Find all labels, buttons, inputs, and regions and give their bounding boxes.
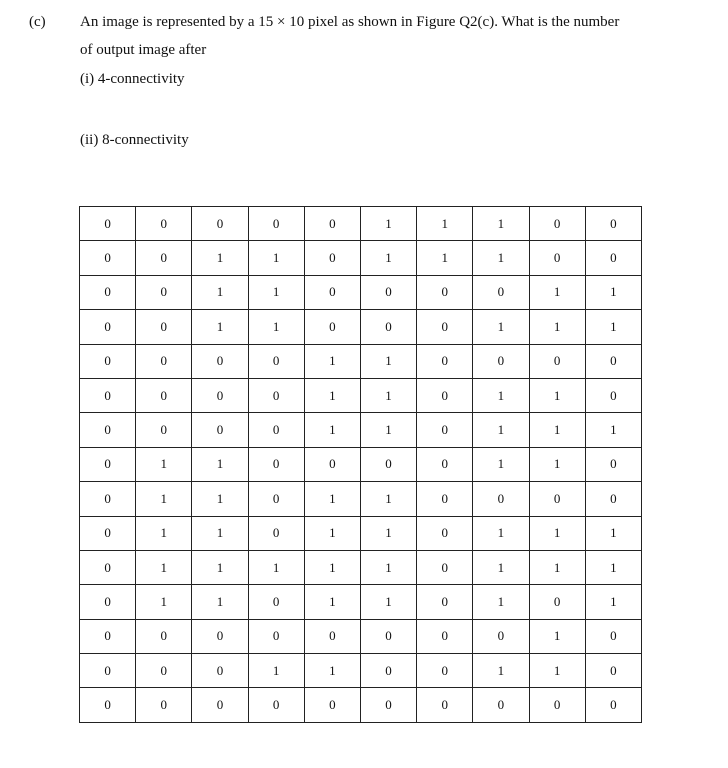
grid-row [80, 654, 642, 688]
grid-cell: 0 [473, 275, 529, 309]
grid-cell: 0 [529, 688, 585, 722]
grid-cell: 1 [248, 241, 304, 275]
grid-cell: 0 [585, 241, 641, 275]
grid-cell: 1 [136, 447, 192, 481]
grid-cell: 0 [417, 654, 473, 688]
grid-cell: 1 [529, 516, 585, 550]
grid-cell: 0 [417, 585, 473, 619]
grid-cell: 1 [304, 344, 360, 378]
grid-cell: 0 [304, 619, 360, 653]
grid-cell: 0 [473, 482, 529, 516]
grid-cell: 0 [80, 241, 136, 275]
grid-cell: 0 [417, 413, 473, 447]
grid-row [80, 275, 642, 309]
grid-cell: 1 [304, 482, 360, 516]
grid-cell: 0 [136, 344, 192, 378]
grid-cell: 1 [136, 516, 192, 550]
grid-cell: 0 [248, 619, 304, 653]
grid-cell: 0 [80, 275, 136, 309]
grid-cell: 1 [360, 207, 416, 241]
grid-cell: 1 [192, 516, 248, 550]
grid-row [80, 310, 642, 344]
grid-row [80, 550, 642, 584]
grid-cell: 0 [417, 378, 473, 412]
grid-cell: 0 [136, 241, 192, 275]
grid-cell: 1 [473, 654, 529, 688]
grid-cell: 0 [585, 378, 641, 412]
grid-cell: 0 [192, 413, 248, 447]
sub-question-4-connectivity: (i) 4-connectivity [80, 71, 185, 87]
grid-cell: 1 [529, 447, 585, 481]
grid-cell: 0 [80, 516, 136, 550]
grid-row [80, 585, 642, 619]
pixel-grid-table [79, 206, 642, 723]
grid-cell: 0 [360, 654, 416, 688]
grid-cell: 1 [192, 550, 248, 584]
grid-cell: 0 [248, 482, 304, 516]
grid-cell: 0 [80, 585, 136, 619]
grid-cell: 1 [248, 654, 304, 688]
grid-cell: 1 [136, 550, 192, 584]
grid-cell: 0 [585, 688, 641, 722]
grid-cell: 1 [192, 310, 248, 344]
grid-cell: 0 [80, 447, 136, 481]
grid-cell: 1 [585, 516, 641, 550]
grid-cell: 0 [360, 688, 416, 722]
grid-cell: 1 [360, 516, 416, 550]
grid-cell: 1 [360, 241, 416, 275]
grid-cell: 1 [585, 310, 641, 344]
grid-cell: 1 [304, 654, 360, 688]
grid-cell: 1 [473, 516, 529, 550]
grid-cell: 1 [473, 207, 529, 241]
grid-cell: 0 [417, 619, 473, 653]
grid-cell: 1 [585, 413, 641, 447]
grid-row [80, 207, 642, 241]
grid-cell: 0 [248, 378, 304, 412]
grid-cell: 1 [304, 585, 360, 619]
grid-cell: 0 [417, 688, 473, 722]
grid-row [80, 344, 642, 378]
grid-row [80, 413, 642, 447]
grid-cell: 1 [417, 207, 473, 241]
grid-cell: 0 [304, 447, 360, 481]
grid-cell: 0 [136, 378, 192, 412]
grid-cell: 0 [248, 688, 304, 722]
grid-cell: 0 [136, 275, 192, 309]
grid-cell: 0 [136, 207, 192, 241]
grid-cell: 0 [80, 310, 136, 344]
grid-cell: 0 [248, 207, 304, 241]
grid-cell: 0 [248, 413, 304, 447]
grid-cell: 0 [473, 344, 529, 378]
grid-cell: 1 [529, 654, 585, 688]
grid-cell: 1 [360, 344, 416, 378]
grid-cell: 1 [473, 413, 529, 447]
grid-cell: 1 [136, 585, 192, 619]
grid-cell: 0 [248, 516, 304, 550]
grid-cell: 1 [360, 378, 416, 412]
grid-cell: 1 [529, 619, 585, 653]
grid-row [80, 241, 642, 275]
grid-cell: 1 [360, 550, 416, 584]
grid-cell: 1 [360, 482, 416, 516]
grid-cell: 1 [248, 275, 304, 309]
sub-question-8-connectivity: (ii) 8-connectivity [80, 132, 189, 148]
grid-cell: 1 [473, 241, 529, 275]
grid-cell: 1 [585, 585, 641, 619]
grid-cell: 0 [192, 654, 248, 688]
grid-cell: 0 [304, 688, 360, 722]
grid-cell: 1 [248, 310, 304, 344]
grid-cell: 0 [192, 688, 248, 722]
grid-cell: 0 [192, 378, 248, 412]
grid-cell: 0 [585, 619, 641, 653]
grid-cell: 0 [80, 688, 136, 722]
grid-cell: 0 [80, 482, 136, 516]
grid-cell: 0 [585, 482, 641, 516]
grid-cell: 1 [473, 310, 529, 344]
grid-row [80, 516, 642, 550]
grid-cell: 0 [417, 344, 473, 378]
grid-cell: 1 [473, 585, 529, 619]
grid-cell: 0 [585, 344, 641, 378]
question-text-line1: An image is represented by a 15 × 10 pixel as shown in Figure Q2(c). What is the number [80, 14, 620, 30]
grid-cell: 0 [360, 447, 416, 481]
grid-cell: 0 [360, 619, 416, 653]
grid-cell: 1 [529, 378, 585, 412]
grid-cell: 1 [585, 550, 641, 584]
grid-cell: 1 [360, 413, 416, 447]
grid-cell: 1 [304, 550, 360, 584]
grid-cell: 0 [360, 310, 416, 344]
grid-cell: 0 [192, 619, 248, 653]
grid-cell: 0 [304, 310, 360, 344]
grid-cell: 0 [417, 447, 473, 481]
grid-cell: 0 [136, 310, 192, 344]
grid-cell: 0 [80, 619, 136, 653]
grid-cell: 1 [529, 275, 585, 309]
grid-cell: 0 [529, 585, 585, 619]
grid-cell: 0 [529, 344, 585, 378]
grid-cell: 1 [529, 310, 585, 344]
grid-cell: 0 [417, 516, 473, 550]
grid-cell: 0 [80, 550, 136, 584]
grid-cell: 1 [248, 550, 304, 584]
grid-cell: 0 [529, 207, 585, 241]
grid-cell: 1 [304, 516, 360, 550]
grid-cell: 1 [360, 585, 416, 619]
grid-cell: 1 [417, 241, 473, 275]
grid-cell: 1 [192, 275, 248, 309]
grid-row [80, 688, 642, 722]
grid-cell: 0 [136, 688, 192, 722]
grid-cell: 1 [192, 447, 248, 481]
grid-cell: 1 [136, 482, 192, 516]
grid-cell: 1 [585, 275, 641, 309]
grid-cell: 0 [585, 654, 641, 688]
grid-cell: 0 [80, 413, 136, 447]
grid-row [80, 619, 642, 653]
grid-cell: 1 [473, 550, 529, 584]
grid-cell: 0 [304, 241, 360, 275]
grid-cell: 0 [417, 482, 473, 516]
grid-cell: 0 [136, 619, 192, 653]
grid-row [80, 447, 642, 481]
grid-cell: 0 [304, 275, 360, 309]
grid-cell: 0 [529, 241, 585, 275]
grid-cell: 0 [80, 654, 136, 688]
grid-cell: 0 [192, 344, 248, 378]
grid-cell: 0 [80, 378, 136, 412]
grid-cell: 0 [473, 688, 529, 722]
grid-cell: 0 [417, 310, 473, 344]
grid-cell: 1 [473, 378, 529, 412]
grid-cell: 1 [192, 241, 248, 275]
grid-cell: 0 [248, 447, 304, 481]
grid-cell: 0 [192, 207, 248, 241]
grid-row [80, 482, 642, 516]
grid-cell: 1 [304, 413, 360, 447]
grid-cell: 1 [192, 585, 248, 619]
grid-cell: 0 [304, 207, 360, 241]
grid-row [80, 378, 642, 412]
grid-cell: 0 [417, 275, 473, 309]
grid-cell: 0 [360, 275, 416, 309]
grid-cell: 0 [473, 619, 529, 653]
grid-cell: 0 [585, 447, 641, 481]
grid-cell: 0 [417, 550, 473, 584]
grid-cell: 1 [304, 378, 360, 412]
grid-cell: 0 [248, 585, 304, 619]
grid-cell: 1 [529, 413, 585, 447]
grid-cell: 1 [192, 482, 248, 516]
grid-cell: 0 [80, 344, 136, 378]
grid-cell: 1 [529, 550, 585, 584]
grid-cell: 1 [473, 447, 529, 481]
question-label: (c) [29, 14, 46, 30]
grid-cell: 0 [136, 413, 192, 447]
grid-cell: 0 [136, 654, 192, 688]
grid-cell: 0 [529, 482, 585, 516]
grid-cell: 0 [248, 344, 304, 378]
grid-cell: 0 [585, 207, 641, 241]
grid-cell: 0 [80, 207, 136, 241]
question-text-line2: of output image after [80, 42, 207, 58]
